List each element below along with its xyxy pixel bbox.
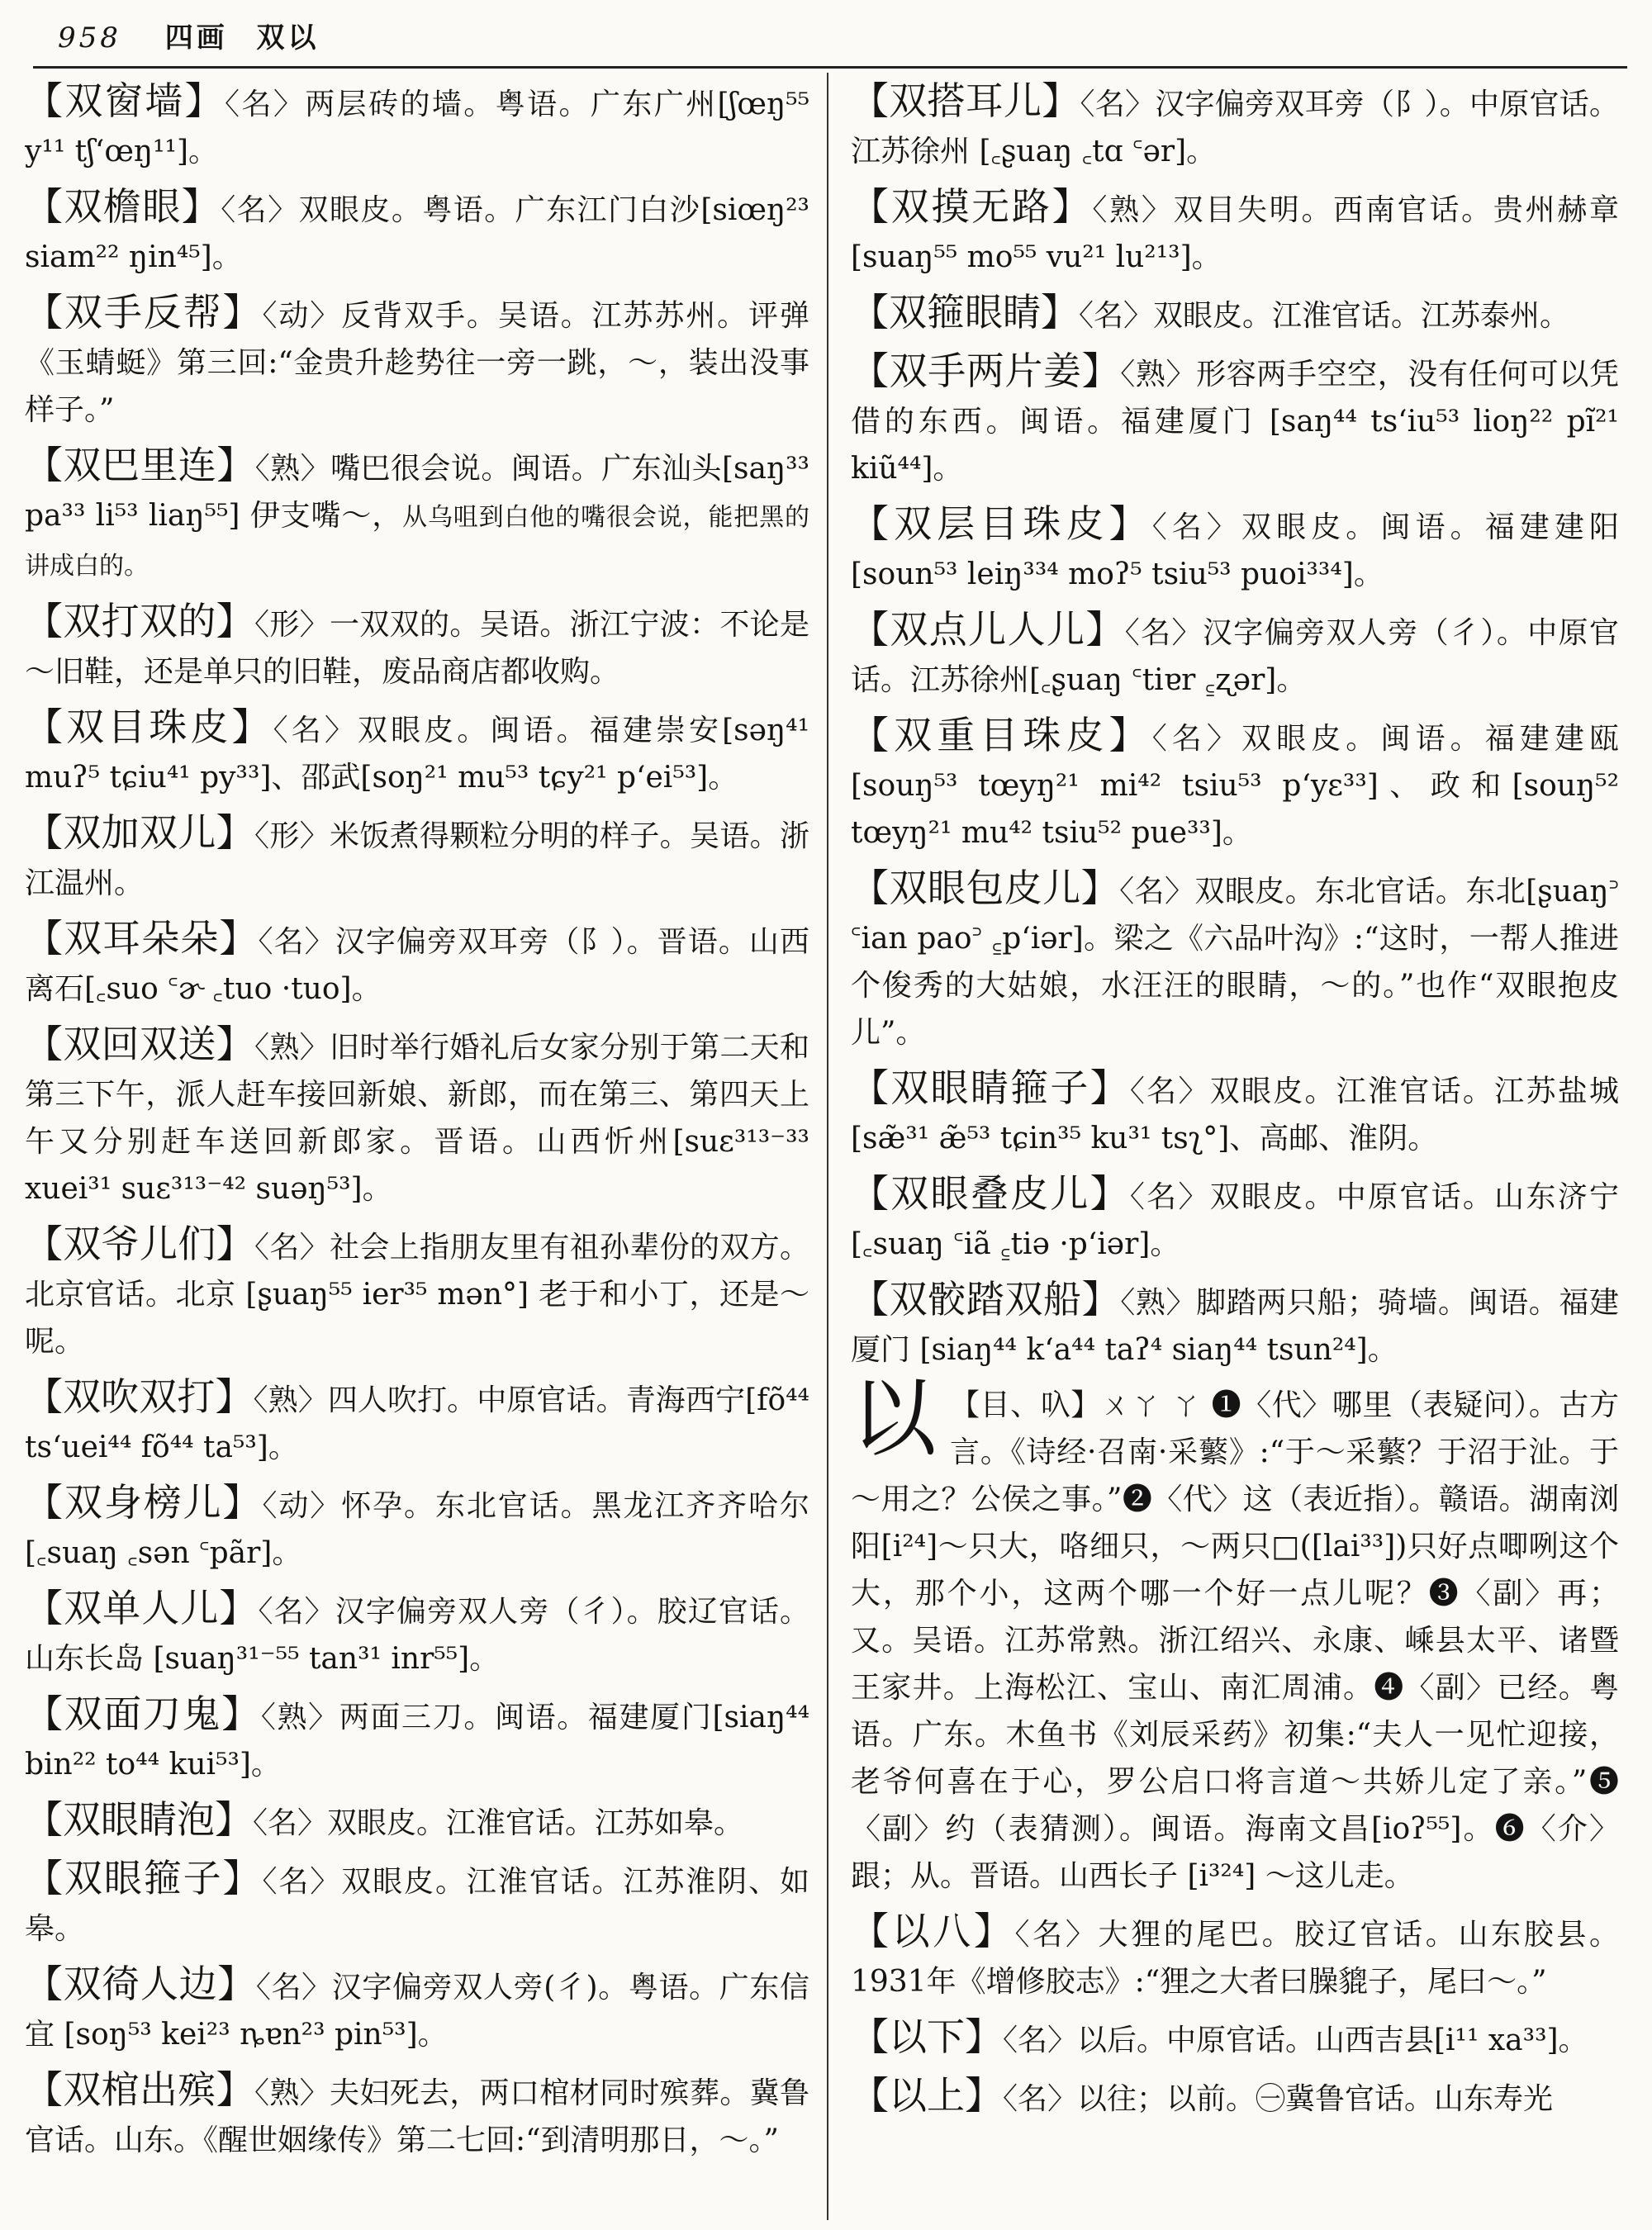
definition: 〈名〉汉字偏旁双耳旁（阝）。中原官话。江苏徐州 [꜀ʂuaŋ ꜀tɑ ꜂ər]。 — [851, 88, 1619, 168]
headword: 【双搭耳儿】 — [851, 78, 1080, 123]
definition: 〈名〉双眼皮。江淮官话。江苏淮阴、如皋。 — [25, 1865, 809, 1946]
headword: 【双单人儿】 — [25, 1586, 259, 1630]
definition: 〈熟〉旧时举行婚礼后女家分别于第二天和第三下午，派人赶车接回新娘、新郎，而在第三、第四天上午又分别赶车送回新郎家。晋语。山西忻州[suɛ³¹³⁻³³ xuei³¹ suɛ³¹³⁻⁴² suəŋ⁵³]。 — [25, 1031, 809, 1206]
definition: 〈熟〉双目失明。西南官话。贵州赫章[suaŋ⁵⁵ mo⁵⁵ vu²¹ lu²¹³]。 — [851, 193, 1619, 274]
character-definition-cont: ❸〈副〉再；又。吴语。江苏常熟。浙江绍兴、永康、嵊县太平、诸暨王家井。上海松江、宝山、南汇周浦。❹〈副〉已经。粤语。广东。木鱼书《刘辰采药》初集:“夫人一见忙迎接，老爷何喜在于心，罗公启口将言道～共娇儿定了亲。”❺〈副〉约（表猜测）。闽语。海南文昌[ioʔ⁵⁵]。❻〈介〉跟；从。晋语。山西长子 [i³²⁴] ～这儿走。 — [851, 1577, 1619, 1893]
headword: 【双目珠皮】 — [25, 705, 273, 749]
dictionary-entry — [25, 809, 809, 907]
dictionary-entry — [25, 1691, 809, 1788]
headword: 【双眼叠皮儿】 — [851, 1171, 1130, 1216]
headword: 【双巴里连】 — [25, 443, 255, 487]
character-definition: 【目、叺】ㄨㄚ ㄚ ❶〈代〉哪里（表疑问）。古方言。《诗经·召南·采蘩》:“于～采蘩？于沼于沚。于～用之？公侯之事。”❷〈代〉这（表近指）。赣语。湖南浏阳[i²⁴]～只大，咯细只，～两只□([lai³³])只好点唧咧 — [851, 1388, 1619, 1563]
header-guide-words: 双以 — [256, 21, 320, 55]
definition: 〈名〉以往；以前。㊀冀鲁官话。山东寿光 — [1003, 2082, 1554, 2116]
headword: 【双手两片姜】 — [851, 349, 1121, 393]
dictionary-entry — [851, 2072, 1619, 2123]
definition: 〈名〉双眼皮。闽语。福建建瓯 [souŋ⁵³ tœyŋ²¹ mi⁴² tsiu⁵³ p‘yɛ³³]、政和[souŋ⁵² tœyŋ²¹ mu⁴² tsiu⁵² pue³³]。 — [851, 722, 1619, 850]
page-number: 958 — [58, 21, 121, 55]
definition: 〈熟〉形容两手空空，没有任何可以凭借的东西。闽语。福建厦门 [saŋ⁴⁴ ts‘iu⁵³ lioŋ²² pĩ²¹ kiũ⁴⁴]。 — [851, 358, 1619, 486]
headword: 【双手反帮】 — [25, 290, 263, 334]
headword: 【双眼睛箍子】 — [851, 1065, 1130, 1110]
headword: 【以上】 — [851, 2073, 1003, 2118]
dictionary-entry — [851, 501, 1619, 598]
headword: 【双加双儿】 — [25, 810, 254, 855]
definition: 〈名〉汉字偏旁双耳旁（阝）。晋语。山西离石[꜀suo ꜂ɚ ꜀tuo ·tuo]。 — [25, 925, 809, 1006]
definition: 〈熟〉嘴巴很会说。闽语。广东汕头[saŋ³³ pa³³ li⁵³ liaŋ⁵⁵] 伊支嘴～， — [25, 452, 809, 533]
headword: 【双檐眼】 — [25, 184, 221, 229]
dictionary-entry — [851, 348, 1619, 492]
definition: 〈名〉汉字偏旁双人旁（彳）。中原官话。江苏徐州[꜀ʂuaŋ ꜂tiɐr ꜁ʐər]。 — [851, 616, 1619, 697]
definition: 〈名〉两层砖的墙。粤语。广东广州[ʃœŋ⁵⁵ y¹¹ tʃ‘œŋ¹¹]。 — [25, 88, 809, 168]
definition: 〈名〉双眼皮。闽语。福建建阳 [soun⁵³ leiŋ³³⁴ moʔ⁵ tsiu⁵³ puoi³³⁴]。 — [851, 510, 1619, 591]
definition: 〈名〉双眼皮。中原官话。山东济宁 [꜀suaŋ ꜂iã ꜁tiə ·p‘iər]。 — [851, 1180, 1619, 1261]
headword: 【以下】 — [851, 2014, 1003, 2059]
headword: 【双回双送】 — [25, 1022, 254, 1066]
dictionary-entry — [851, 289, 1619, 339]
definition: 〈名〉双眼皮。东北官话。东北[ʂuaŋ꜄ ꜂ian pao꜄ ꜁p‘iər]。梁之《六品叶沟》:“这时，一帮人推进个俊秀的大姑娘，水汪汪的眼睛，～的。”也作“双眼抱皮儿”。 — [851, 875, 1619, 1050]
dictionary-entry — [851, 1065, 1619, 1162]
definition: 〈名〉双眼皮。江淮官话。江苏盐城 [sæ̃³¹ æ̃⁵³ tɕin³⁵ ku³¹ tsʅ°]、高邮、淮阴。 — [851, 1075, 1619, 1155]
headword: 【双摸无路】 — [851, 184, 1093, 229]
dictionary-entry — [25, 2066, 809, 2164]
headword: 【双眼睛泡】 — [25, 1797, 253, 1842]
dictionary-entry — [25, 598, 809, 695]
definition: 〈名〉大狸的尾巴。胶辽官话。山东胶县。1931年《增修胶志》:“狸之大者曰臊貔子，尾曰～。” — [851, 1918, 1619, 1999]
definition: 〈名〉汉字偏旁双人旁(彳)。粤语。广东信宜 [soŋ⁵³ kei²³ ȵɐn²³ pin⁵³]。 — [25, 1971, 809, 2052]
headword: 【双面刀鬼】 — [25, 1691, 261, 1736]
definition: 〈熟〉两面三刀。闽语。福建厦门[siaŋ⁴⁴ bin²² to⁴⁴ kui⁵³]。 — [25, 1701, 809, 1782]
headword: 【双爷儿们】 — [25, 1222, 254, 1266]
left-column — [25, 78, 809, 2222]
dictionary-entry — [851, 1908, 1619, 2005]
headword: 【以八】 — [851, 1909, 1015, 1953]
definition: 〈形〉米饭煮得颗粒分明的样子。吴语。浙江温州。 — [25, 819, 809, 900]
dictionary-entry — [25, 1479, 809, 1577]
dictionary-entry — [25, 704, 809, 801]
headword: 【双眼包皮儿】 — [851, 866, 1120, 910]
dictionary-entry — [25, 1855, 809, 1952]
headword: 【双徛人边】 — [25, 1962, 256, 2006]
definition: 〈熟〉夫妇死去，两口棺材同时殡葬。冀鲁官话。山东。《醒世姻缘传》第二七回:“到清明那日，～。” — [25, 2076, 809, 2157]
dictionary-entry — [25, 78, 809, 175]
page-header — [58, 17, 1602, 59]
headword: 【双耳朵朵】 — [25, 916, 259, 961]
definition: 〈名〉以后。中原官话。山西吉县[i¹¹ xa³³]。 — [1003, 2024, 1588, 2057]
definition: 〈熟〉四人吹打。中原官话。青海西宁[fõ⁴⁴ ts‘uei⁴⁴ fõ⁴⁴ ta⁵³]。 — [25, 1383, 809, 1464]
headword: 【双箍眼睛】 — [851, 290, 1079, 334]
headword: 【双眼箍子】 — [25, 1856, 263, 1900]
dictionary-entry — [25, 1961, 809, 2058]
dictionary-entry — [25, 1374, 809, 1471]
character-headword: 以 — [851, 1368, 938, 1468]
dictionary-entry — [25, 915, 809, 1013]
dictionary-entry — [25, 183, 809, 281]
headword: 【双骹踏双船】 — [851, 1277, 1121, 1321]
header-rule — [33, 66, 1627, 69]
dictionary-entry — [851, 183, 1619, 281]
dictionary-entry — [25, 1021, 809, 1212]
dictionary-entry — [25, 442, 809, 590]
headword: 【双身榜儿】 — [25, 1480, 263, 1525]
dictionary-entry — [851, 1276, 1619, 1374]
dictionary-entry — [851, 2014, 1619, 2064]
definition: 〈名〉双眼皮。江淮官话。江苏如皋。 — [253, 1806, 744, 1840]
dictionary-entry — [25, 1585, 809, 1682]
headword: 【双吹双打】 — [25, 1374, 254, 1419]
definition: 〈熟〉脚踏两只船；骑墙。闽语。福建厦门 [siaŋ⁴⁴ k‘a⁴⁴ taʔ⁴ siaŋ⁴⁴ tsun²⁴]。 — [851, 1286, 1619, 1367]
dictionary-entry — [851, 865, 1619, 1056]
dictionary-entry — [25, 289, 809, 434]
gloss-note: 从乌咀到白他的嘴很会说，能把黑的讲成白的。 — [25, 503, 809, 581]
definition: 〈名〉双眼皮。江淮官话。江苏泰州。 — [1079, 299, 1570, 333]
definition: 〈名〉社会上指朋友里有祖孙辈份的双方。北京官话。北京 [ʂuaŋ⁵⁵ ier³⁵ mən°] 老于和小丁，还是～呢。 — [25, 1231, 809, 1359]
dictionary-entry — [851, 78, 1619, 175]
dictionary-entry — [851, 606, 1619, 704]
headword: 【双层目珠皮】 — [851, 501, 1152, 546]
dictionary-entry — [25, 1221, 809, 1365]
headword: 【双窗墙】 — [25, 78, 225, 123]
header-category: 四画 — [164, 21, 228, 55]
gloss-note: 这个大，那个小，这两个哪一个好一点儿呢？ — [851, 1530, 1619, 1611]
headword: 【双打双的】 — [25, 599, 254, 643]
definition: 〈名〉汉字偏旁双人旁（彳）。胶辽官话。山东长岛 [suaŋ³¹⁻⁵⁵ tan³¹ inr⁵⁵]。 — [25, 1595, 809, 1676]
headword: 【双棺出殡】 — [25, 2067, 254, 2112]
dictionary-entry — [25, 1796, 809, 1847]
definition: 〈动〉怀孕。东北官话。黑龙江齐齐哈尔 [꜀suaŋ ꜀sən ꜂pãr]。 — [25, 1489, 809, 1570]
column-divider — [827, 73, 828, 2220]
definition: 〈名〉双眼皮。粤语。广东江门白沙[siœŋ²³ siam²² ŋin⁴⁵]。 — [25, 193, 809, 274]
headword: 【双点儿人儿】 — [851, 607, 1125, 652]
headword: 【双重目珠皮】 — [851, 713, 1152, 757]
right-column — [851, 78, 1619, 2222]
definition: 〈动〉反背双手。吴语。江苏苏州。评弹《玉蜻蜓》第三回:“金贵升趁势往一旁一跳，～，装出没事样子。” — [25, 299, 809, 427]
definition: 〈名〉双眼皮。闽语。福建崇安[səŋ⁴¹ muʔ⁵ tɕiu⁴¹ py³³]、邵武[soŋ²¹ mu⁵³ tɕy²¹ p‘ei⁵³]。 — [25, 714, 809, 795]
character-entry — [851, 1368, 1619, 1900]
dictionary-entry — [851, 1170, 1619, 1268]
dictionary-entry — [851, 712, 1619, 856]
definition: 〈形〉一双双的。吴语。浙江宁波：不论是～旧鞋，还是单只的旧鞋，废品商店都收购。 — [25, 608, 809, 689]
